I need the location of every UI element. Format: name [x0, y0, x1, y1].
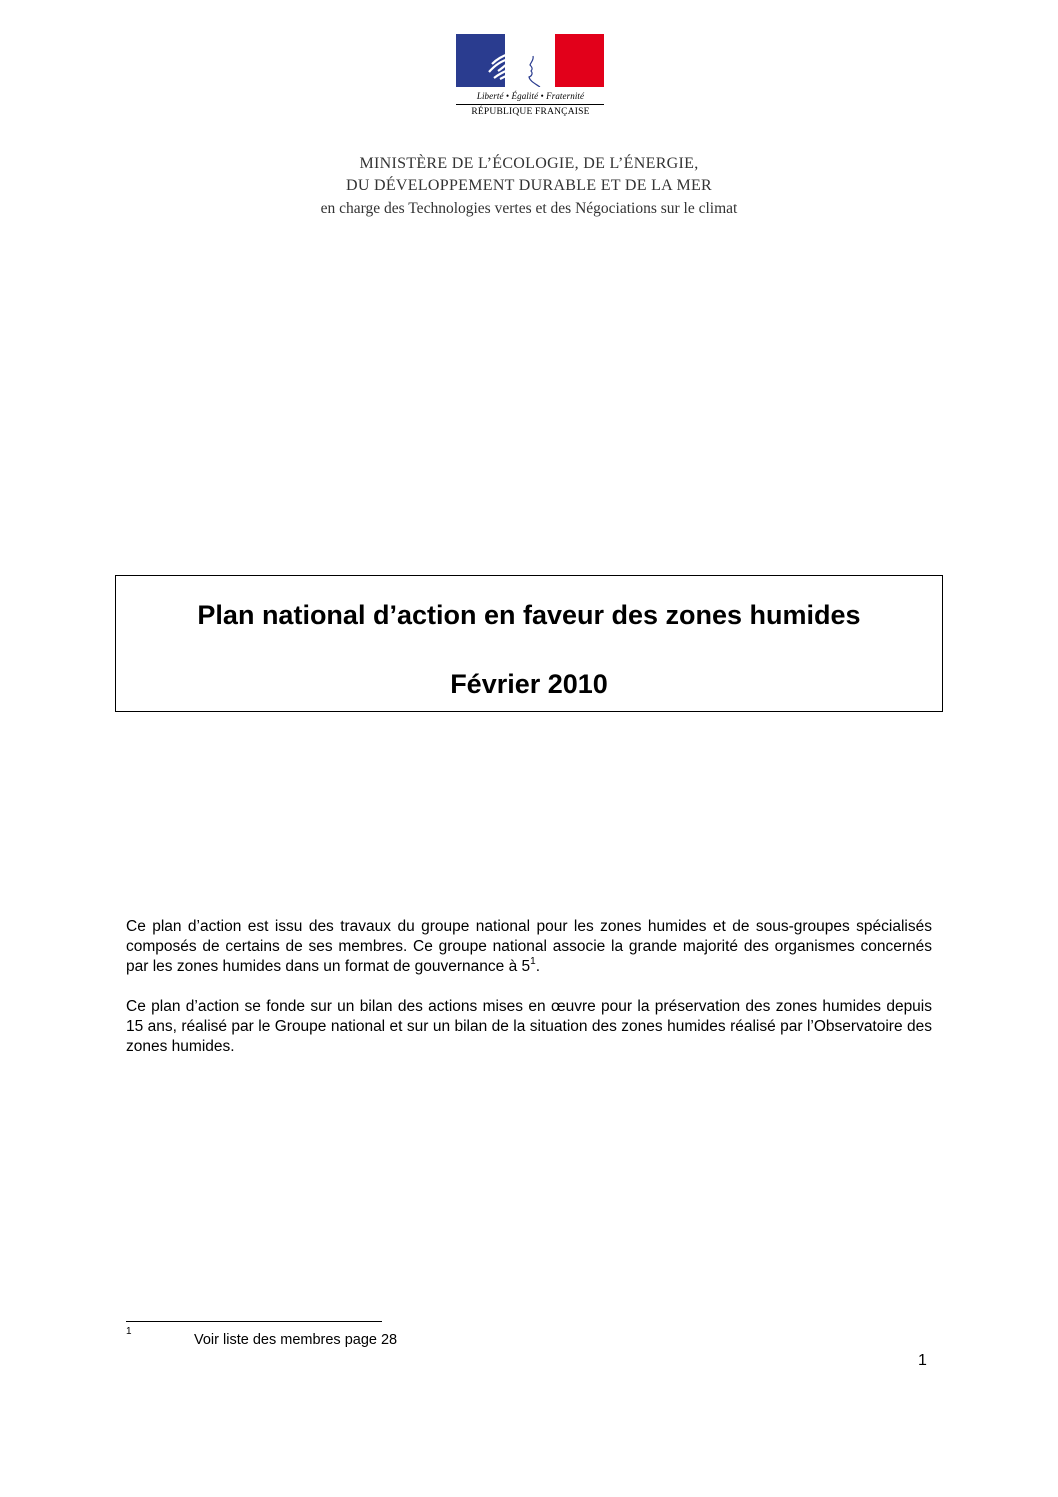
paragraph-1-text: Ce plan d’action est issu des travaux du groupe national pour les zones humides et de sous-groupes spécialisés composés de certains de ses membres. Ce groupe national associe la grande majorité des organismes concernés par les zones humides dans un format de gouvernance à 5 [126, 918, 932, 975]
ministry-line-2: DU DÉVELOPPEMENT DURABLE ET DE LA MER [345, 177, 713, 194]
document-date: Février 2010 [450, 669, 608, 699]
footnote-ref[interactable]: 1 [530, 956, 536, 967]
paragraph-1-end: . [535, 958, 540, 975]
ministry-line-1: MINISTÈRE DE L’ÉCOLOGIE, DE L’ÉNERGIE, [359, 155, 699, 172]
page-number: 1 [918, 1352, 927, 1369]
paragraph-2: Ce plan d’action se fonde sur un bilan des actions mises en œuvre pour la préservation des zones humides depuis 15 ans, réalisé par le Groupe national et sur un bilan de la situation des zones humides réalisé par l’Observatoire des zones humides. [126, 998, 932, 1055]
logo-divider [456, 104, 604, 105]
ministry-header [0, 153, 1058, 221]
body-text [126, 917, 932, 1077]
footnote-divider [126, 1321, 382, 1322]
republic-label: RÉPUBLIQUE FRANÇAISE [471, 107, 590, 117]
flag-red-band [555, 34, 604, 87]
footnote-number: 1 [126, 1326, 132, 1337]
footnote-text: Voir liste des membres page 28 [194, 1332, 398, 1348]
motto-text: Liberté • Égalité • Fraternité [476, 91, 585, 101]
paragraph-1 [126, 917, 932, 977]
title-box [115, 575, 943, 712]
ministry-line-3: en charge des Technologies vertes et des Négociations sur le climat [320, 200, 738, 217]
document-title: Plan national d’action en faveur des zones humides [197, 600, 861, 630]
marianne-icon [484, 34, 554, 87]
republique-francaise-logo [456, 34, 605, 117]
